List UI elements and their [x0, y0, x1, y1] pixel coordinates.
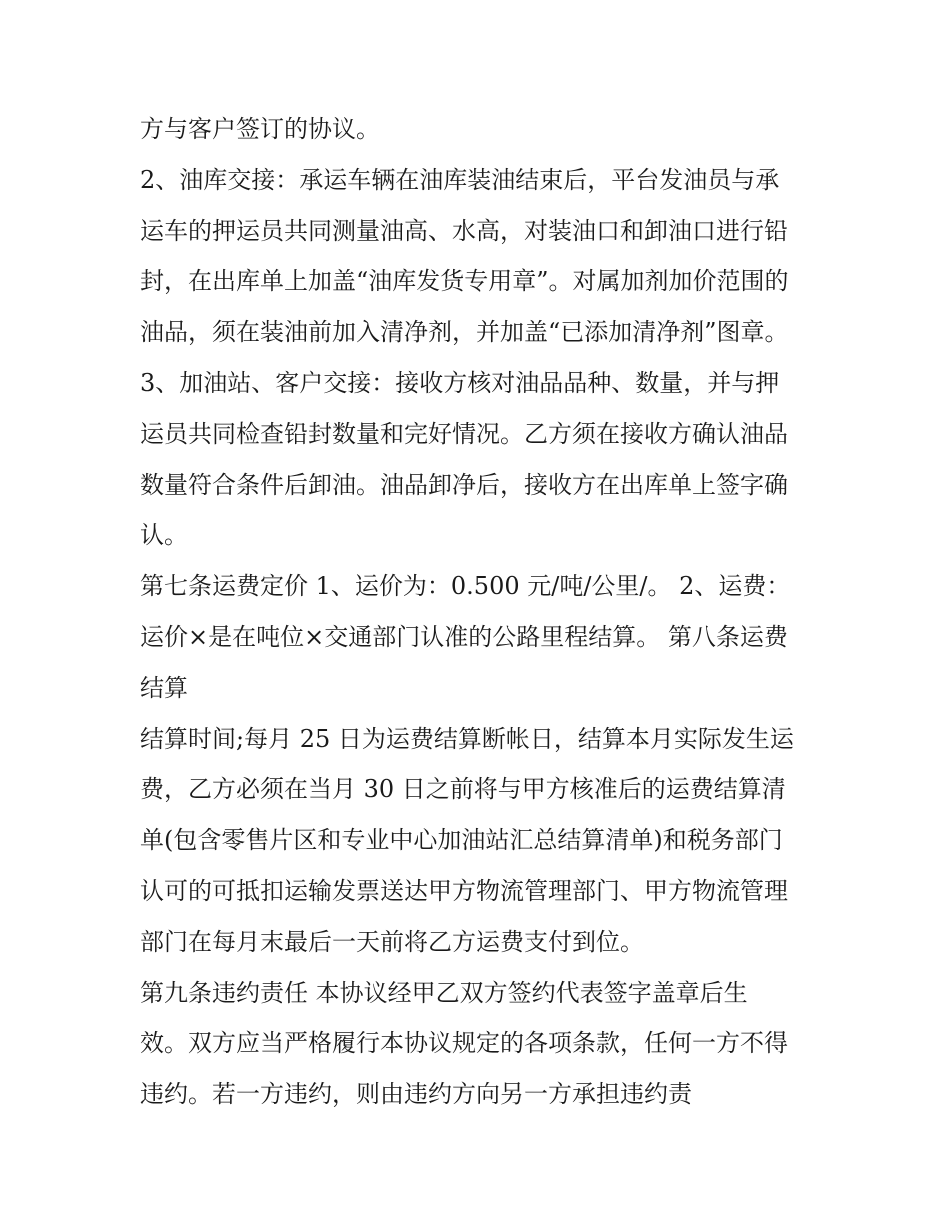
text-line: 数量符合条件后卸油。油品卸净后，接收方在出库单上签字确 [140, 470, 788, 499]
text-line: 运员共同检查铅封数量和完好情况。乙方须在接收方确认油品 [140, 419, 788, 448]
text-line: 封，在出库单上加盖“油库发货专用章”。对属加剂加价范围的 [140, 267, 789, 296]
text-line: 运价×是在吨位×交通部门认准的公路里程结算。 第八条运费 [140, 622, 788, 651]
text-line: 部门在每月末最后一天前将乙方运费支付到位。 [140, 927, 644, 956]
text-line: 3、加油站、客户交接：接收方核对油品品种、数量，并与押 [140, 368, 780, 397]
text-line: 认。 [140, 521, 188, 550]
text-line: 结算 [140, 673, 188, 702]
text-line: 单(包含零售片区和专业中心加油站汇总结算清单)和税务部门 [140, 826, 783, 855]
text-line: 违约。若一方违约，则由违约方向另一方承担违约责 [140, 1080, 692, 1109]
text-line: 运车的押运员共同测量油高、水高，对装油口和卸油口进行铅 [140, 216, 788, 245]
text-line: 结算时间;每月 25 日为运费结算断帐日，结算本月实际发生运 [140, 724, 794, 753]
text-line: 2、油库交接：承运车辆在油库装油结束后，平台发油员与承 [140, 165, 780, 194]
text-line: 第七条运费定价 1、运价为：0.500 元/吨/公里/。 2、运费： [140, 572, 791, 601]
text-line: 效。双方应当严格履行本协议规定的各项条款，任何一方不得 [140, 1029, 788, 1058]
text-line: 认可的可抵扣运输发票送达甲方物流管理部门、甲方物流管理 [140, 876, 788, 905]
text-line: 方与客户签订的协议。 [140, 115, 380, 143]
text-line: 费，乙方必须在当月 30 日之前将与甲方核准后的运费结算清 [140, 775, 786, 804]
document-body [140, 104, 820, 1120]
text-line: 油品，须在装油前加入清净剂，并加盖“已添加清净剂”图章。 [140, 318, 789, 347]
text-line: 第九条违约责任 本协议经甲乙双方签约代表签字盖章后生 [140, 978, 748, 1007]
